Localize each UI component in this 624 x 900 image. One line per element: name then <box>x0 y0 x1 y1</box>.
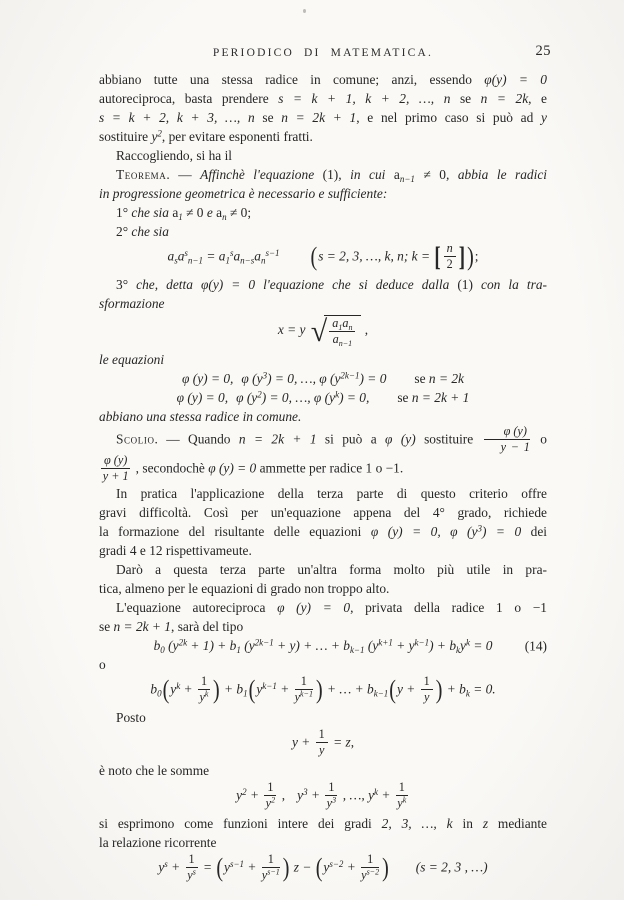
paragraph-intro-line-2: autoreciproca, basta prendere s = k + 1, k + 2, …, n se n = 2k, e <box>99 91 547 106</box>
paragraph-intro-line-4: sostituire $y^2$, per evitare esponenti fratti. <box>99 128 313 144</box>
line-posto: Posto <box>116 710 146 725</box>
paragraph-si-esprimono-line-2: la relazione ricorrente <box>99 835 217 850</box>
line-raccogliendo: Raccogliendo, si ha il <box>116 148 233 163</box>
equation-recurrence: $y^s$ + $\frac{1}{y^s}$ = ($y^{s-1}$ + $\frac{1}{y^{s-1}}$ ) $z - (y^{s-2}$ + $\frac{1}{y^{s-2}}$ ) (s = 2, 3 , …) <box>158 852 488 882</box>
scan-speck <box>303 9 306 13</box>
line-e-noto: è noto che le somme <box>99 763 210 778</box>
theorem-line-2: in progressione geometrica è necessario e sufficiente: <box>99 186 388 201</box>
paragraph-daro-line-1: Darò a questa terza parte un'altra forma molto più utile in pra- <box>116 562 547 577</box>
theorem-line-1: Teorema. — Affinchè l'equazione (1), in cui $a_{n-1} \ne 0$, abbia le radici <box>116 167 548 184</box>
equation-14-alternative: $b_0(y^k$ + $\frac{1}{y^k}$ ) + $b_1(y^{k-1}$ + $\frac{1}{y^{k-1}}$ ) + … + $b_{k-1}(y$ + $\frac{1}{y}$ ) + $b_k = 0$. <box>150 674 496 704</box>
equation-phi-even-case: φ (y) = 0, φ $(y^3) = 0$, …, φ $(y^{2k-1}) = 0$ se n = 2k <box>182 370 464 386</box>
equation-power-sums: $y^2$ + $\frac{1}{y^2}$ , $y^3$ + $\frac{1}{y^3}$ , …, $y^k$ + $\frac{1}{y^k}$ <box>236 780 407 810</box>
condition-3-line-2: sformazione <box>99 296 165 311</box>
equation-substitution-sqrt: x = y √ $\frac{a_1a_n}{a_{n-1}}$ , <box>277 315 369 348</box>
condition-1: 1° che sia $a_1 \ne 0$ e $a_n \ne 0$; <box>116 205 252 222</box>
paragraph-in-pratica-line-1: In pratica l'applicazione della terza parte di questo criterio offre <box>116 486 547 501</box>
paragraph-intro-line-3: s = k + 2, k + 3, …, n se n = 2k + 1, e nel primo caso si può ad y <box>99 110 547 125</box>
page-number: 25 <box>535 43 551 59</box>
paragraph-si-esprimono-line-1: si esprimono come funzioni intere dei gradi 2, 3, …, k in z mediante <box>99 816 547 831</box>
equation-z-substitution: y + $\frac{1}{y}$ = z, <box>291 727 355 757</box>
scolio-line-1: Scolio. — Quando n = 2k + 1 si può a φ (y) sostituire $\frac{\varphi (y)}{y - 1}$ o <box>116 424 547 454</box>
line-abbiano-radice: abbiano una stessa radice in comune. <box>99 409 302 424</box>
equation-14-number: (14) <box>524 638 547 653</box>
running-head <box>99 43 551 67</box>
paragraph-in-pratica-line-4: gradi 4 e 12 rispettivameute. <box>99 543 252 558</box>
scolio-line-2: $\frac{\varphi (y)}{y + 1}$ , secondochè φ (y) = 0 ammette per radice 1 o −1. <box>102 453 404 483</box>
paragraph-in-pratica-line-2: gravi difficoltà. Così per un'equazione appena del 4° grado, richiede <box>99 505 547 520</box>
equation-phi-odd-case: φ (y) = 0, φ $(y^2) = 0$, …, φ $(y^k) = 0$, se n = 2k + 1 <box>176 389 470 405</box>
line-le-equazioni: le equazioni <box>99 352 165 367</box>
equation-coefficient-relation: $a_sa^s_{n-1} = a_1^sa_{n-s}a_n^{s-1}$ (s = 2, 3, …, k, n; k = [ $\frac{n}{2}$ ] ); <box>167 241 479 273</box>
line-o: o <box>99 657 106 672</box>
paragraph-daro-line-2: tica, almeno per le equazioni di grado non troppo alto. <box>99 581 390 596</box>
paragraph-autoreciproca-line-1: L'equazione autoreciproca φ (y) = 0, privata della radice 1 o −1 <box>116 600 548 615</box>
paragraph-in-pratica-line-3: la formazione del risultante delle equazioni φ (y) = 0, φ $(y^3) = 0$ dei <box>99 523 547 539</box>
paragraph-autoreciproca-line-2: se n = 2k + 1, sarà del tipo <box>99 619 244 634</box>
paragraph-intro-line-1: abbiano tutte una stessa radice in comune; anzi, essendo φ(y) = 0 <box>99 72 548 87</box>
condition-2: 2° che sia <box>116 224 169 239</box>
journal-title: PERIODICO DI MATEMATICA. <box>212 47 434 59</box>
equation-14-body: $b_0$ $(y^{2k} + 1) + b_1$ $(y^{2k-1} + y)$ + … + $b_{k-1}$ $(y^{k+1} + y^{k-1}) + b_ky^k = 0$ <box>153 637 493 655</box>
condition-3-line-1: 3° che, detta φ(y) = 0 l'equazione che si deduce dalla (1) con la tra- <box>116 277 548 292</box>
equation-14 <box>99 636 547 655</box>
page-content <box>99 70 547 886</box>
